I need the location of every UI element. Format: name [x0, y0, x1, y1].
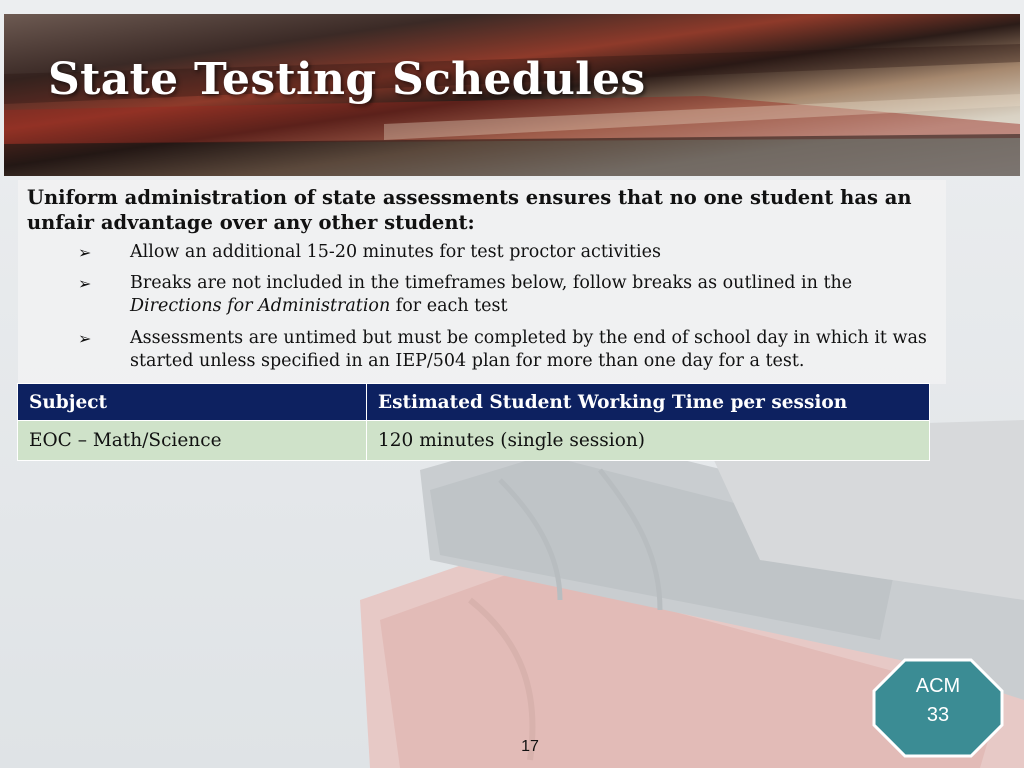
schedule-table	[17, 383, 930, 461]
bullet-text-part: for each test	[390, 296, 508, 316]
column-header-working-time: Estimated Student Working Time per session	[367, 384, 930, 421]
column-header-subject: Subject	[18, 384, 367, 421]
document-title-italic: Directions for Administration	[130, 296, 391, 316]
content-panel	[18, 180, 946, 384]
slide-title: State Testing Schedules	[48, 54, 646, 105]
bullet-text	[130, 272, 930, 318]
acm-badge	[872, 658, 1004, 758]
page-number: 17	[521, 738, 539, 755]
arrow-bullet-icon: ➢	[78, 243, 92, 262]
arrow-bullet-icon: ➢	[78, 329, 92, 348]
table-cell-subject: EOC – Math/Science	[18, 421, 367, 461]
table-cell-working-time: 120 minutes (single session)	[367, 421, 930, 461]
arrow-bullet-icon: ➢	[78, 274, 92, 293]
bullet-text: Allow an additional 15-20 minutes for test proctor activities	[130, 242, 661, 262]
badge-label: ACM	[915, 675, 961, 697]
badge-number: 33	[926, 704, 950, 726]
bullet-text-part: Breaks are not included in the timeframes below, follow breaks as outlined in the	[130, 273, 853, 293]
bullet-text: Assessments are untimed but must be completed by the end of school day in which it was started unless specified in an IEP/504 plan for more than one day for a test.	[130, 328, 927, 371]
table-header-row	[18, 384, 930, 421]
header-banner	[4, 14, 1020, 176]
intro-text: Uniform administration of state assessments ensures that no one student has an unfair advantage over any other student:	[27, 186, 912, 234]
table-row	[18, 421, 930, 461]
